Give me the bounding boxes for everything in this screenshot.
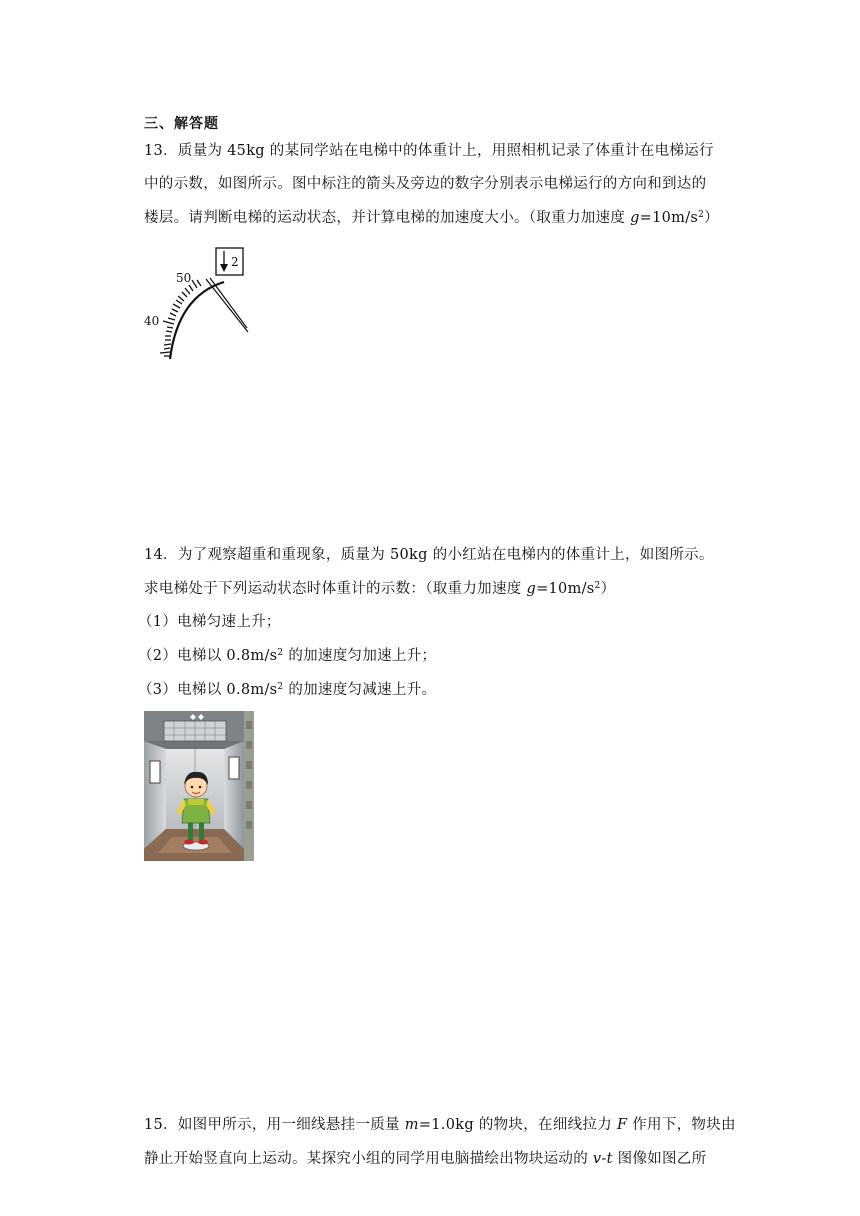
q15-line-2: 静止开始竖直向上运动。某探究小组的同学用电脑描绘出物块运动的 v-t 图像如图乙所	[144, 1151, 707, 1167]
q13-line-2: 中的示数，如图所示。图中标注的箭头及旁边的数字分别表示电梯运行的方向和到达的	[144, 176, 707, 192]
section-title: 三、解答题	[144, 116, 219, 132]
q14-item-3: （3）电梯以 $0.8m/s^2$ 的加速度匀减速上升。	[138, 682, 437, 698]
label-40: 40	[144, 314, 160, 328]
q13-line-1: 13．质量为 45kg 的某同学站在电梯中的体重计上，用照相机记录了体重计在电梯运行	[144, 143, 714, 159]
q14-item-1: （1）电梯匀速上升；	[138, 614, 281, 630]
dial-arc	[170, 282, 224, 359]
dial-needle	[206, 279, 248, 332]
floor-number: 2	[231, 255, 239, 269]
scale-dial-figure	[140, 244, 255, 366]
q14-line-2: 求电梯处于下列运动状态时体重计的示数：（取重力加速度 $g=10m/s^2$）	[144, 581, 616, 597]
q15-line-1: 15．如图甲所示，用一细线悬挂一质量 m=1.0kg 的物块，在细线拉力 F 作用下，物块由	[144, 1117, 736, 1133]
elevator-illustration	[144, 711, 254, 861]
q13-line-3: 楼层。请判断电梯的运动状态，并计算电梯的加速度大小。（取重力加速度 $g=10m/s^2$）	[144, 210, 719, 226]
label-50: 50	[176, 271, 192, 285]
q14-item-2: （2）电梯以 $0.8m/s^2$ 的加速度匀加速上升；	[138, 648, 437, 664]
q14-line-1: 14．为了观察超重和重现象，质量为 50kg 的小红站在电梯内的体重计上，如图所示。	[144, 547, 714, 563]
floor-indicator-box	[216, 248, 243, 275]
